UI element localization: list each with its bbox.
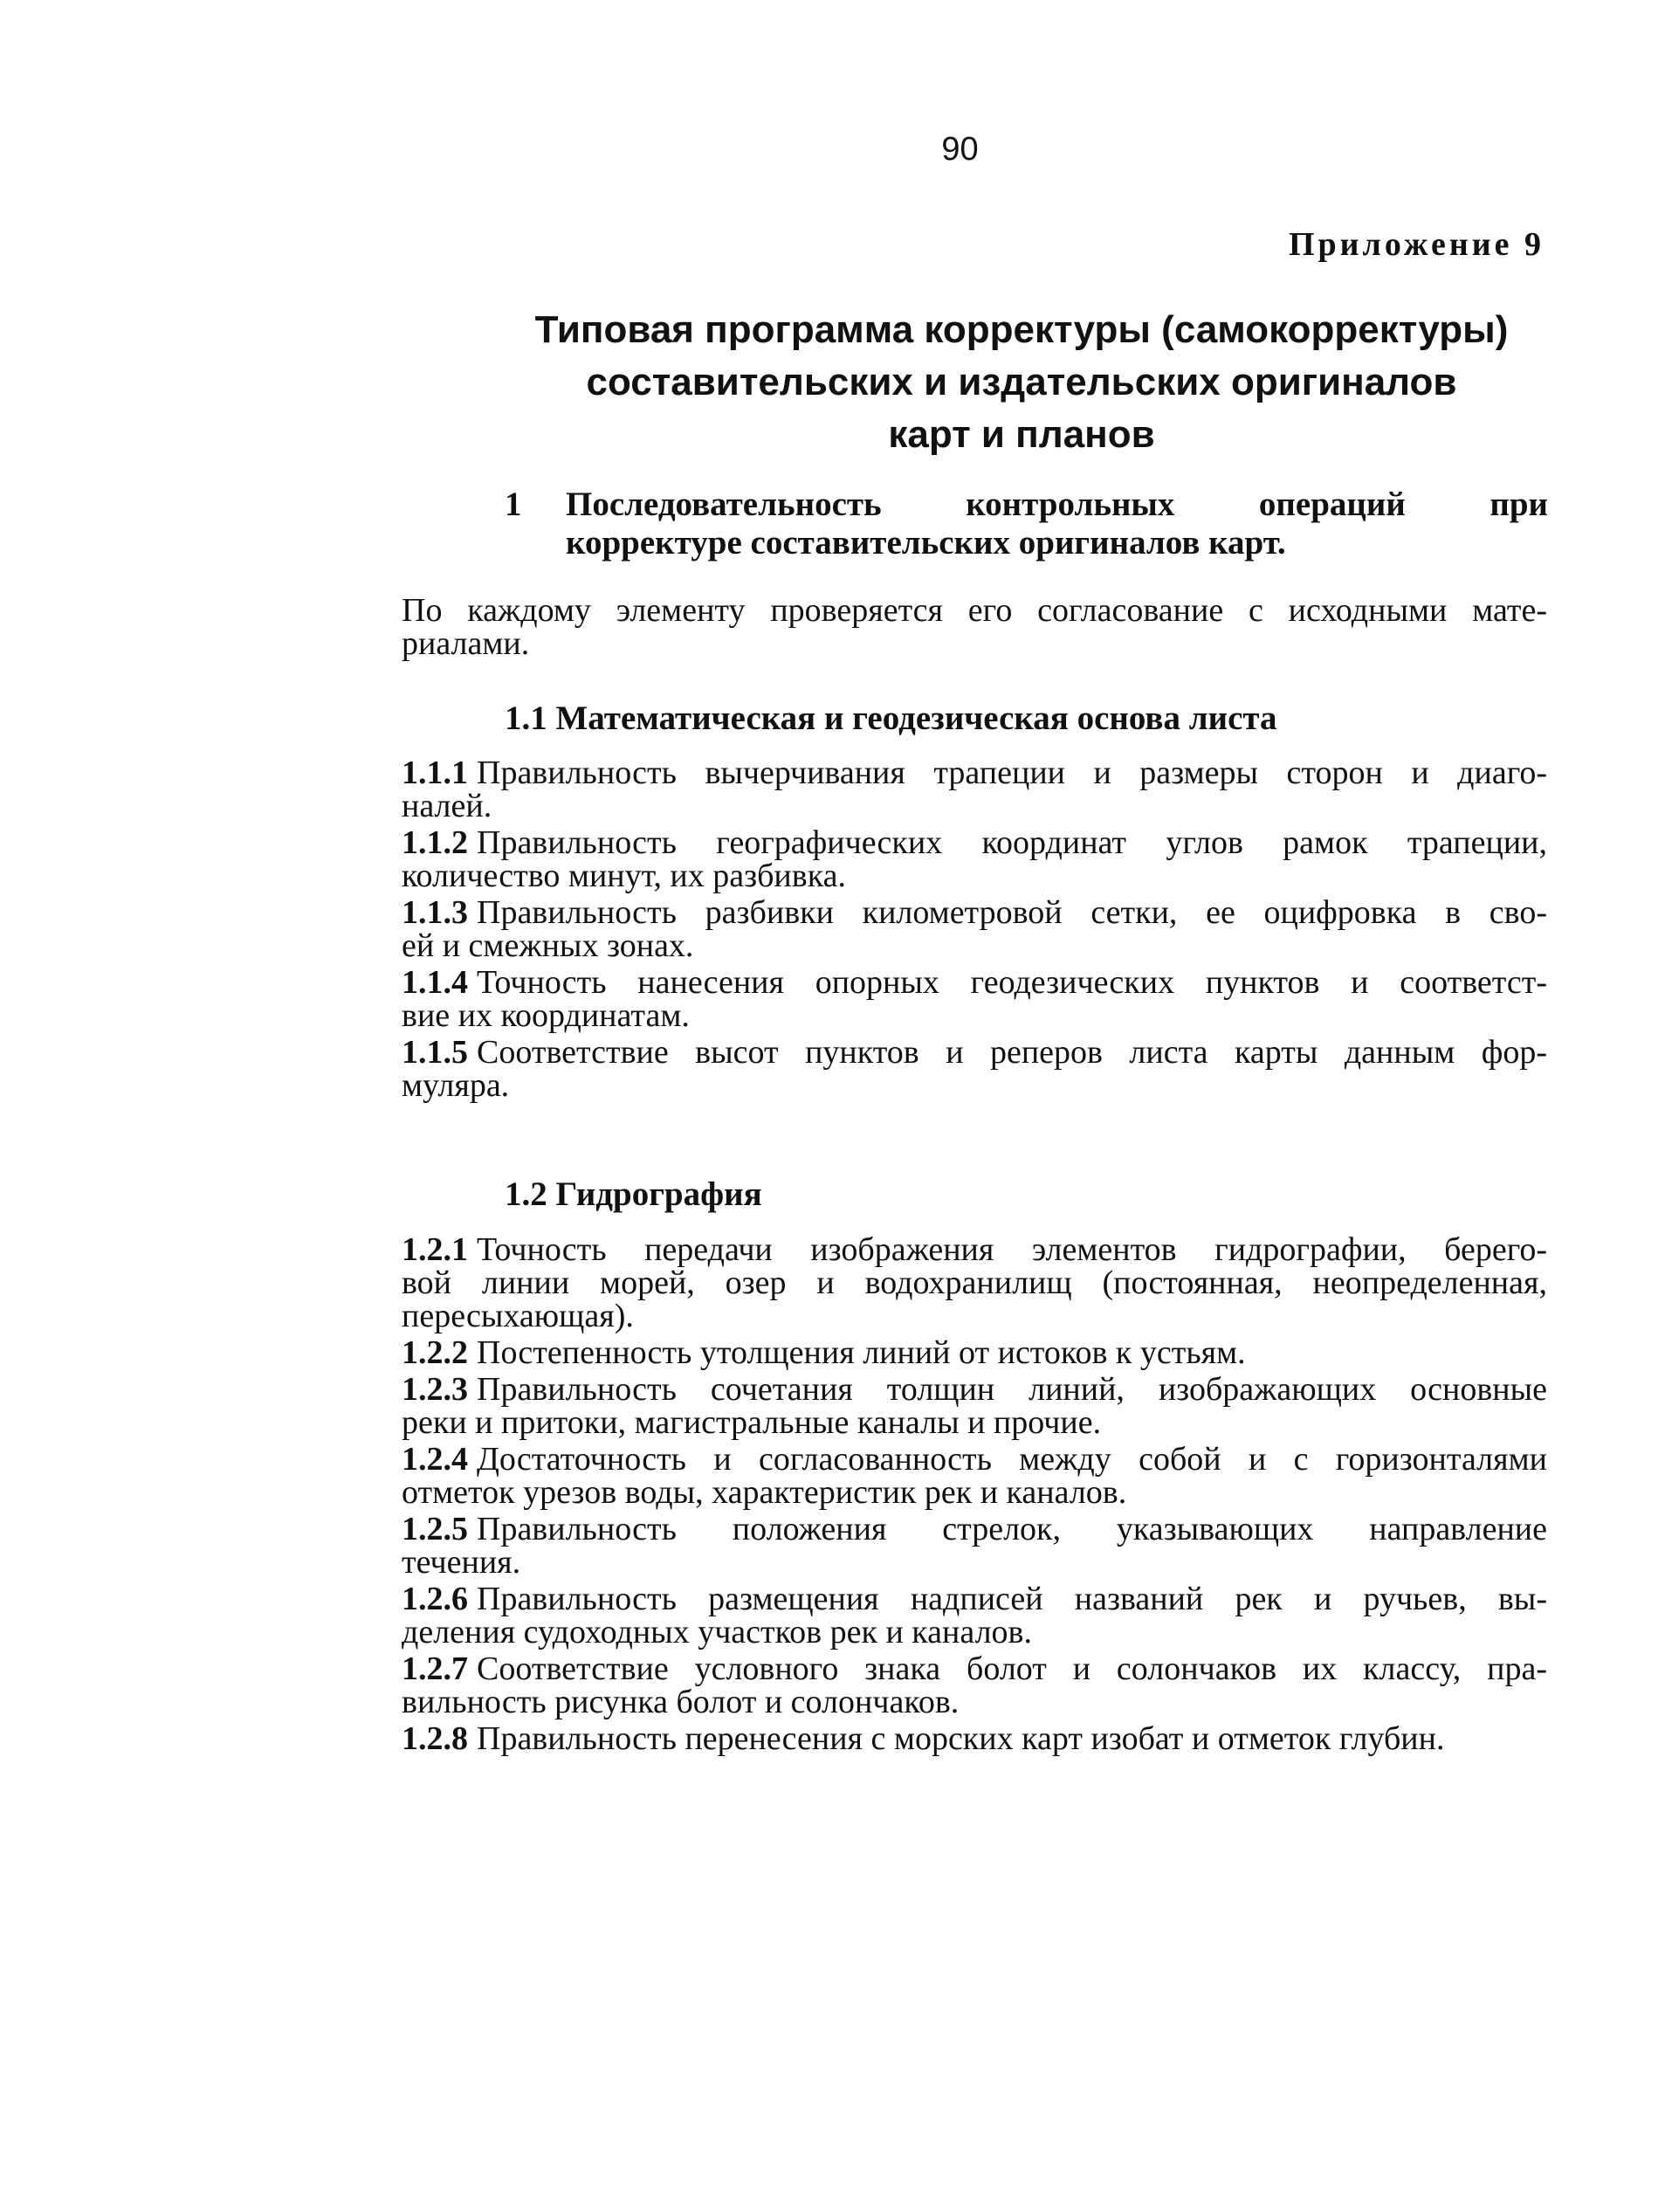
list-item <box>402 896 1547 962</box>
list-item <box>402 1373 1547 1439</box>
list-item <box>402 826 1547 892</box>
list-item <box>402 1336 1547 1369</box>
item-text-line-2: течения. <box>402 1544 521 1581</box>
item-number: 1.2.3 <box>402 1371 468 1408</box>
item-number: 1.2.6 <box>402 1581 468 1617</box>
item-number: 1.1.4 <box>402 964 468 1001</box>
item-text-line-1: Соответствие условного знака болот и солончаков их классу, пра- <box>477 1650 1547 1687</box>
list-item <box>402 1036 1547 1102</box>
item-text-line-1: Соответствие высот пунктов и реперов листа карты данным фор- <box>477 1034 1547 1071</box>
subsection-1-2-items <box>402 1233 1547 1759</box>
item-text-line-2: вие их координатам. <box>402 997 690 1034</box>
list-item <box>402 1443 1547 1509</box>
list-item <box>402 1652 1547 1719</box>
item-number: 1.1.2 <box>402 824 468 861</box>
item-number: 1.2.8 <box>402 1720 468 1757</box>
title-line-1: Типовая программа корректуры (самокорректуры) <box>534 308 1509 351</box>
section-intro-paragraph <box>402 594 1547 660</box>
list-item <box>402 1233 1547 1333</box>
page-number: 90 <box>941 131 979 168</box>
item-text-line-2: вильность рисунка болот и солончаков. <box>402 1684 960 1720</box>
item-text-line-2: ей и смежных зонах. <box>402 927 694 964</box>
subsection-1-2-heading: 1.2 Гидрография <box>505 1175 762 1213</box>
item-number: 1.2.4 <box>402 1441 468 1478</box>
section-number: 1 <box>505 486 522 523</box>
list-item <box>402 966 1547 1032</box>
item-text-line-1: Правильность перенесения с морских карт изобат и отметок глубин. <box>477 1720 1445 1757</box>
intro-line-2: риалами. <box>402 625 530 662</box>
item-text-line-1: Правильность разбивки километровой сетки, ее оцифровка в сво- <box>477 894 1547 931</box>
item-number: 1.2.1 <box>402 1231 468 1268</box>
item-text-line-1: Достаточность и согласованность между собой и с горизонталями <box>477 1441 1547 1478</box>
item-text-line-2: налей. <box>402 788 492 824</box>
list-item <box>402 756 1547 823</box>
subsection-1-1-heading: 1.1 Математическая и геодезическая основа листа <box>505 699 1277 737</box>
appendix-label: Приложение 9 <box>1288 226 1544 263</box>
item-text-line-3: пересыхающая). <box>402 1298 634 1334</box>
subsection-1-1-items <box>402 756 1547 1106</box>
item-number: 1.1.3 <box>402 894 468 931</box>
section-heading-line-2: корректуре составительских оригиналов карт. <box>566 524 1286 562</box>
item-text-line-1: Точность нанесения опорных геодезических пунктов и соответст- <box>477 964 1547 1001</box>
item-number: 1.1.5 <box>402 1034 468 1071</box>
item-number: 1.2.2 <box>402 1334 468 1371</box>
item-number: 1.1.1 <box>402 755 468 791</box>
list-item <box>402 1722 1547 1755</box>
item-text-line-1: Точность передачи изображения элементов гидрографии, берего- <box>477 1231 1547 1268</box>
item-text-line-1: Правильность положения стрелок, указывающих направление <box>477 1511 1547 1547</box>
list-item <box>402 1513 1547 1579</box>
section-heading-text <box>566 486 1548 562</box>
item-text-line-2: отметок урезов воды, характеристик рек и каналов. <box>402 1474 1127 1511</box>
item-text-line-1: Правильность вычерчивания трапеции и размеры сторон и диаго- <box>477 755 1547 791</box>
document-title <box>489 304 1554 461</box>
item-text-line-1: Правильность географических координат углов рамок трапеции, <box>477 824 1547 861</box>
item-text-line-1: Правильность сочетания толщин линий, изображающих основные <box>477 1371 1547 1408</box>
title-line-3: карт и планов <box>888 413 1155 456</box>
item-text-line-2: муляра. <box>402 1067 510 1104</box>
item-text-line-2: деления судоходных участков рек и каналов. <box>402 1614 1032 1650</box>
item-text-line-2: реки и притоки, магистральные каналы и прочие. <box>402 1404 1102 1441</box>
title-line-2: составительских и издательских оригиналов <box>586 361 1457 403</box>
item-text-line-2: количество минут, их разбивка. <box>402 858 846 894</box>
item-text-line-1: Постепенность утолщения линий от истоков к устьям. <box>477 1334 1246 1371</box>
item-number: 1.2.5 <box>402 1511 468 1547</box>
section-heading-line-1: Последовательность контрольных операций при <box>566 486 1548 523</box>
item-number: 1.2.7 <box>402 1650 468 1687</box>
section-1-heading <box>505 486 1548 562</box>
intro-line-1: По каждому элементу проверяется его согласование с исходными мате- <box>402 592 1547 629</box>
item-text-line-2: вой линии морей, озер и водохранилищ (постоянная, неопределенная, <box>402 1264 1547 1301</box>
list-item <box>402 1582 1547 1649</box>
item-text-line-1: Правильность размещения надписей названий рек и ручьев, вы- <box>477 1581 1547 1617</box>
